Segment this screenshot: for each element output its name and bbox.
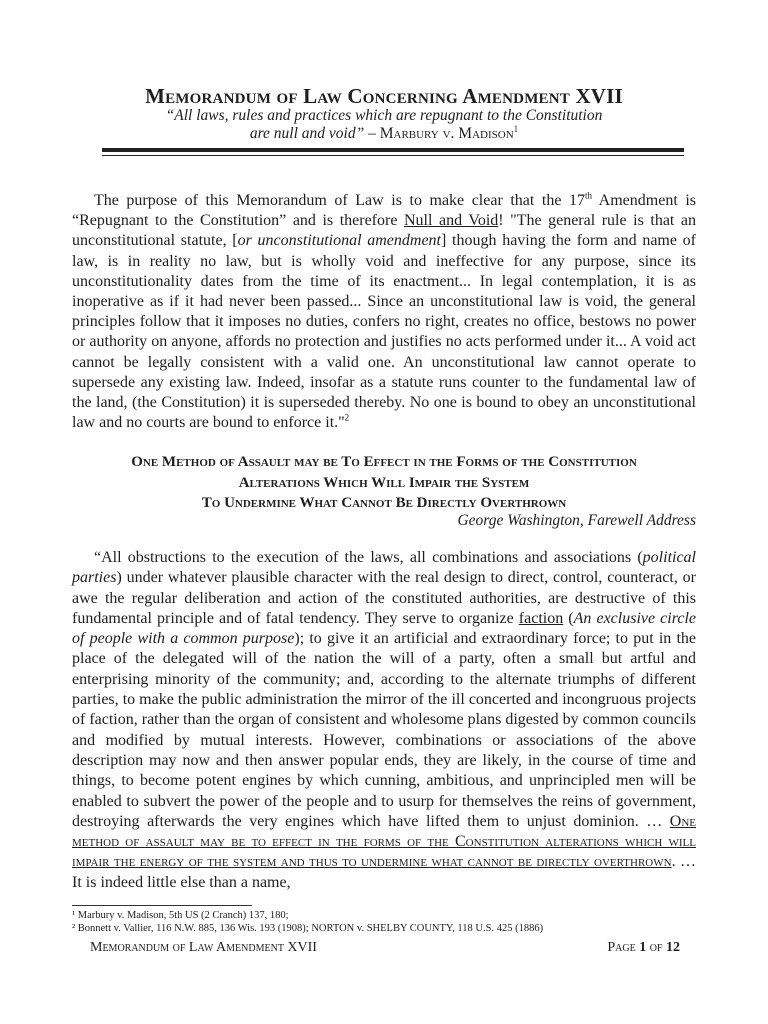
footer-page-label: Page (607, 940, 636, 955)
footnote-ref-2: 2 (344, 412, 350, 423)
p1-text-1: The purpose of this Memorandum of Law is to make clear that the 17 (94, 192, 585, 209)
page-title: Memorandum of Law Concerning Amendment XVII (145, 84, 623, 108)
p1-superscript: th (584, 190, 592, 201)
section-heading-line-2: Alterations Which Will Impair the System (238, 474, 530, 491)
footer-page-number (607, 940, 680, 956)
footnote-1: ¹ Marbury v. Madison, 5th US (2 Cranch) 137, 180; (72, 910, 289, 921)
p1-italic: or unconstitutional amendment (237, 232, 442, 250)
header-rule-thick (102, 148, 684, 152)
section-heading-line-3: To Undermine What Cannot Be Directly Overthrown (201, 495, 567, 511)
p2-text-4: ); to give it an artificial and extraordinary force; to put in the place of the delegated will of the nation the will of a party, often a small but artful and enterprising minority of the community; and, according to the alternate triumphs of different parties, to make the public administration the mirror of the ill concerted and incongruous projects of faction, rather than the organ of consistent and wholesome plans digested by common councils and modified by mutual interests. However, combinations or associations of the above description may now and then answer popular ends, they are likely, in the course of time and things, to become potent engines by which cunning, ambitious, and unprincipled men will be enabled to subvert the power of the people and to usurp for themselves the reins of government, destroying afterwards the very engines which have lifted them to unjust dominion. … (72, 630, 697, 830)
epigraph-line-2 (0, 125, 768, 143)
p2-method-of-assault: One method of assault may be to effect in the forms of the Constitution alterations which will impair the energy of the system and thus to undermine what cannot be directly overthrown (72, 812, 696, 871)
header-rule-thin (102, 155, 684, 156)
section-heading-line-1: One Method of Assault may be To Effect in the Forms of the Constitution (131, 454, 637, 470)
p2-text-3: ( (563, 609, 574, 627)
footnote-ref-1: 1 (513, 123, 519, 134)
p1-text-3: ! "The general rule is that an unconstitutional statute, [ (72, 212, 697, 250)
p2-italic-2: An exclusive circle of people with a common purpose (72, 609, 697, 648)
footer-of-label: of (649, 940, 663, 955)
p2-italic-1: political parties (72, 549, 696, 587)
p2-faction: faction (518, 609, 564, 627)
footer-current-page: 1 (639, 940, 647, 955)
paragraph-purpose (72, 191, 696, 433)
footer-doc-title: Memorandum of Law Amendment XVII (90, 940, 317, 955)
p1-text-4: ] though having the form and name of law, is in reality no law, but is wholly void and ineffective for any purpose, since its unconstitutionality dates from the time of its enactment... In legal contemplation, it is as inoperative as if it had never been passed... Since an unconstitutional law is void, the general principles follow that it imposes no duties, confers no right, creates no office, bestows no power or authority on anyone, affords no protection and justifies no acts performed under it... A void act cannot be legally consistent with a valid one. An unconstitutional law cannot operate to supersede any existing law. Indeed, insofar as a statute runs counter to the fundamental law of the land, (the Constitution) it is superseded thereby. No one is bound to obey an unconstitutional law and no courts are bound to enforce it." (72, 232, 697, 432)
paragraph-washington-quote (72, 548, 696, 893)
epigraph (0, 107, 768, 143)
p2-text-2: ) under whatever plausible character with the real design to direct, control, counteract, or awe the regular deliberation and action of the constituted authorities, are destructive of this fundamental principle and of fatal tendency. They serve to organize (72, 569, 696, 627)
section-heading (72, 452, 696, 514)
footnote-rule (72, 905, 252, 906)
epigraph-line-2-text: are null and void” – (249, 125, 376, 142)
p2-text-5: . … It is indeed little else than a name, (72, 853, 697, 891)
p1-text-2: Amendment is “Repugnant to the Constitution” and is therefore (72, 192, 696, 230)
footnotes (72, 909, 696, 935)
footnote-2: ² Bonnett v. Vallier, 116 N.W. 885, 136 Wis. 193 (1908); NORTON v. SHELBY COUNTY, 118 U.S. 425 (1886) (72, 923, 544, 934)
p2-text-1: “All obstructions to the execution of the laws, all combinations and associations ( (94, 549, 643, 566)
p1-null-void: Null and Void (403, 212, 499, 230)
epigraph-source: Marbury v. Madison (379, 125, 514, 142)
epigraph-line-1: “All laws, rules and practices which are repugnant to the Constitution (165, 107, 603, 124)
section-attribution: George Washington, Farewell Address (457, 512, 696, 529)
footer-total-pages: 12 (666, 940, 680, 955)
